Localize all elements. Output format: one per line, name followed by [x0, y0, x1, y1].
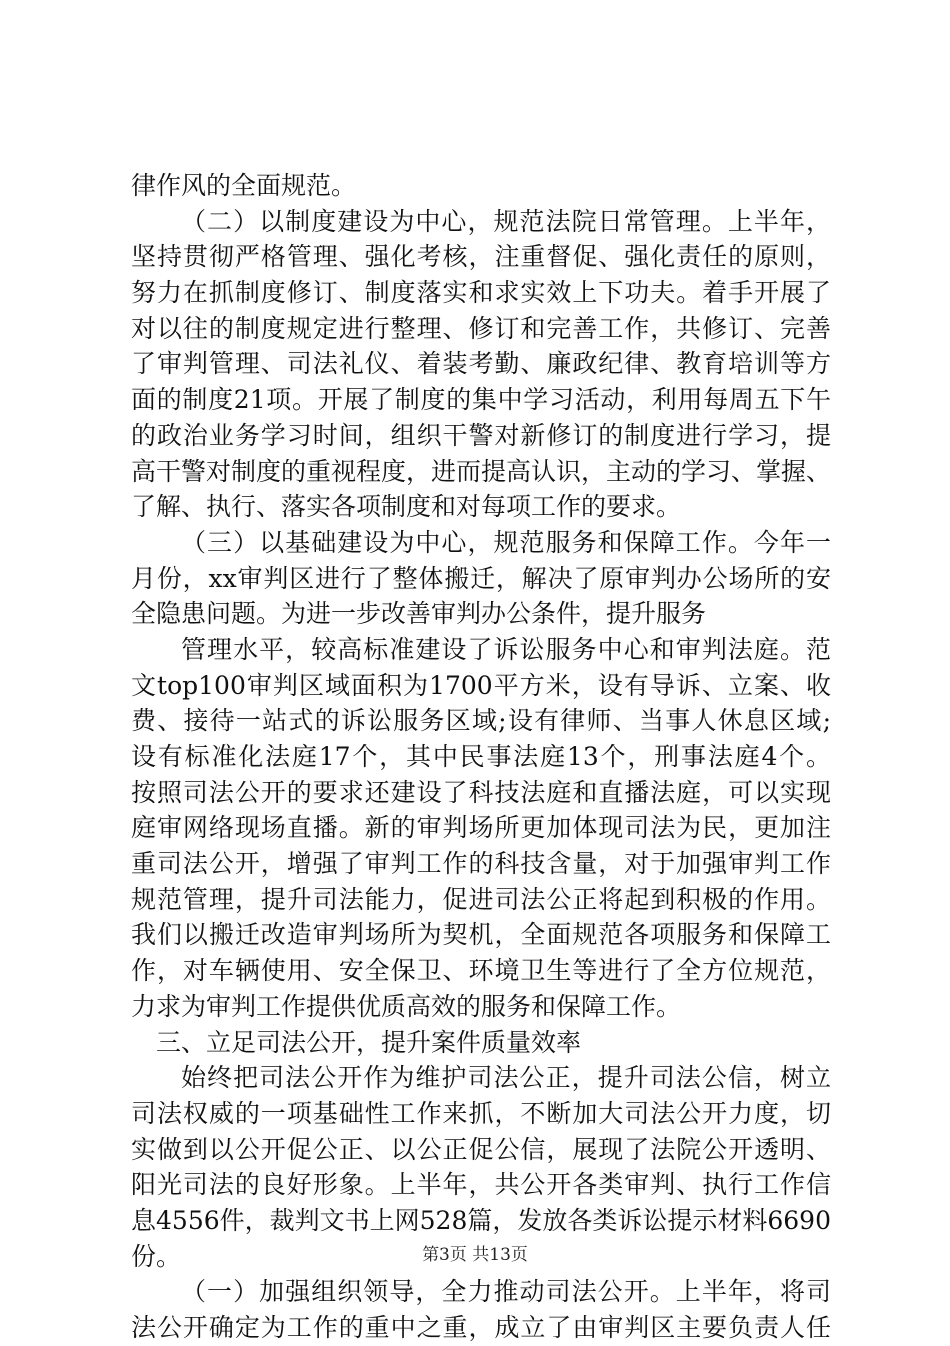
- text-line: 费、接待一站式的诉讼服务区域;设有律师、当事人休息区域;: [131, 706, 831, 736]
- text-line: 息4556件，裁判文书上网528篇，发放各类诉讼提示材料6690: [131, 1205, 831, 1235]
- text-line: 月份，xx审判区进行了整体搬迁，解决了原审判办公场所的安: [131, 563, 831, 593]
- text-line: 重司法公开，增强了审判工作的科技含量，对于加强审判工作: [131, 849, 831, 879]
- text-line: 了审判管理、司法礼仪、着装考勤、廉政纪律、教育培训等方: [131, 349, 831, 379]
- text-line: 努力在抓制度修订、制度落实和求实效上下功夫。着手开展了: [131, 278, 831, 308]
- text-line: 规范管理，提升司法能力，促进司法公正将起到积极的作用。: [131, 884, 831, 914]
- text-line: 坚持贯彻严格管理、强化考核，注重督促、强化责任的原则，: [131, 242, 831, 272]
- text-line: 实做到以公开促公正、以公正促公信，展现了法院公开透明、: [131, 1134, 831, 1164]
- text-line: 作，对车辆使用、安全保卫、环境卫生等进行了全方位规范，: [131, 956, 831, 986]
- text-line: 庭审网络现场直播。新的审判场所更加体现司法为民，更加注: [131, 813, 831, 843]
- text-line: 对以往的制度规定进行整理、修订和完善工作，共修订、完善: [131, 313, 831, 343]
- text-line: 司法权威的一项基础性工作来抓，不断加大司法公开力度，切: [131, 1098, 831, 1128]
- text-line: 律作风的全面规范。: [131, 171, 357, 200]
- text-line: （三）以基础建设为中心，规范服务和保障工作。今年一: [181, 527, 831, 557]
- text-line: （一）加强组织领导，全力推动司法公开。上半年，将司: [181, 1277, 831, 1307]
- text-line: 按照司法公开的要求还建设了科技法庭和直播法庭，可以实现: [131, 777, 831, 807]
- page-number-footer: 第3页 共13页: [422, 1245, 528, 1265]
- text-line: 份。: [131, 1241, 182, 1271]
- text-line: 面的制度21项。开展了制度的集中学习活动，利用每周五下午: [131, 385, 831, 415]
- text-line: 管理水平，较高标准建设了诉讼服务中心和审判法庭。范: [181, 634, 831, 664]
- text-line: 我们以搬迁改造审判场所为契机，全面规范各项服务和保障工: [131, 920, 831, 950]
- text-line: 阳光司法的良好形象。上半年，共公开各类审判、执行工作信: [131, 1170, 831, 1200]
- text-line: 三、立足司法公开，提升案件质量效率: [156, 1027, 582, 1057]
- text-line: （二）以制度建设为中心，规范法院日常管理。上半年，: [181, 206, 831, 236]
- document-body: [131, 168, 831, 1346]
- text-line: 高干警对制度的重视程度，进而提高认识，主动的学习、掌握、: [131, 456, 832, 486]
- text-line: 文top100审判区域面积为1700平方米，设有导诉、立案、收: [131, 670, 831, 700]
- text-line: 设有标准化法庭17个，其中民事法庭13个，刑事法庭4个。: [131, 742, 831, 771]
- text-line: 法公开确定为工作的重中之重，成立了由审判区主要负责人任: [131, 1313, 831, 1342]
- text-line: 力求为审判工作提供优质高效的服务和保障工作。: [131, 991, 682, 1021]
- text-line: 了解、执行、落实各项制度和对每项工作的要求。: [131, 492, 682, 522]
- text-line: 始终把司法公开作为维护司法公正，提升司法公信，树立: [181, 1063, 831, 1093]
- text-line: 全隐患问题。为进一步改善审判办公条件，提升服务: [131, 599, 707, 629]
- text-line: 的政治业务学习时间，组织干警对新修订的制度进行学习，提: [131, 420, 831, 450]
